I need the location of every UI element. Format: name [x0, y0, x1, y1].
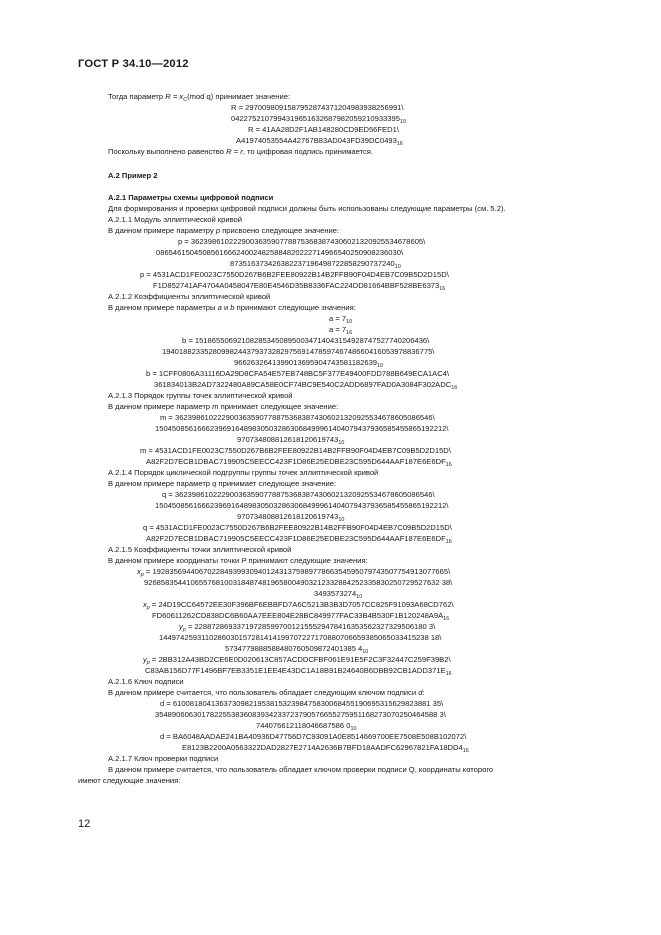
p-decimal-line-1: p = 3623986102229003635907788753683874306021320925534678605\ — [178, 237, 426, 246]
yp-hex-line-1: $y_p$ = 2BB312A43BD2CE6E0D020613C857ACDDCFBF061E91E5F2C3F32447C259F39B2\ — [143, 655, 451, 666]
m-decimal-line-2: 150450856166623969164898305032863068499961404079437936585455865192212\ — [155, 424, 449, 433]
a-hex-line: $a = 7_{16}$ — [329, 325, 353, 336]
paragraph-a21: Для формирования и проверки цифровой подписи должны быть использованы следующие параметры (см. 5.2). — [108, 204, 506, 213]
section-title-a217: А.2.1.7 Ключ проверки подписи — [108, 754, 219, 763]
p-decimal-line-2: 0865461504508561666240024825884820222714966540250908236030\ — [156, 248, 404, 257]
m-decimal-line-3: $970734808812618120619743_{10}$ — [237, 435, 345, 446]
b-decimal-line-1: b = 1518655069210828534508950034714043154928747527740206436\ — [182, 336, 430, 345]
paragraph-a217-line-2: имеют следующие значения: — [78, 776, 181, 785]
r-hex-line-1: R = 41AA28D2F1AB148280CD9ED56FED1\ — [248, 125, 399, 134]
paragraph-a217-line-1: В данном примере считается, что пользователь обладает ключом проверки подписи Q, координаты которого — [108, 765, 494, 774]
a-decimal-line: $a = 7_{10}$ — [329, 314, 353, 325]
d-decimal-line-2: 3548906063017822553836083934233723790576655275951168273070250464588 3\ — [155, 710, 446, 719]
section-title-a213: А.2.1.3 Порядок группы точек эллиптической кривой — [108, 391, 293, 400]
d-decimal-line-1: d = 6100818041363730982195381532398475830068455190695315629823881 35\ — [160, 699, 444, 708]
section-title-a21: А.2.1 Параметры схемы цифровой подписи — [108, 193, 274, 202]
r-decimal-line-2: $0422752107994319651632687982059210933395_{10}$ — [231, 114, 406, 125]
q-hex-line-2: $A82F2D7ECB1DBAC719905C5EECC423F1D86E25EDBE23C595D644AAF187E6E6DF_{16}$ — [146, 534, 452, 545]
d-hex-line-2: $E8123B2200A0563322DAD2827E2714A2636B7BFD18AADFC62967821FA18DD4_{16}$ — [182, 743, 469, 754]
b-decimal-line-2: 1940188233528099824437937328297569147859746748660416053978836775\ — [162, 347, 435, 356]
q-decimal-line-2: 150450856166623969164898305032863068499961404079437936585455865192212\ — [155, 501, 449, 510]
page-number: 12 — [78, 818, 91, 830]
q-hex-line-1: q = 4531ACD1FE0023C7550D267B6B2FEE80922B14B2FFB90F04D4EB7C09B5D2D15D\ — [143, 523, 452, 532]
yp-decimal-line-3: 5734779888588480760509872401385 $4_{10}$ — [225, 644, 369, 655]
paragraph-a213: В данном примере параметр m принимает следующее значение: — [108, 402, 339, 411]
section-title-a216: А.2.1.6 Ключ подписи — [108, 677, 184, 686]
yp-hex-line-2: $C83AB156D77F1496BF7EB3351E1EE4E43DC1A18B91B24640B6DBB92CB1ADD371E_{16}$ — [145, 666, 452, 677]
m-hex-line-1: m = 4531ACD1FE0023C7550D267B6B2FEE80922B14B2FFB90F04D4EB7C09B5D2D15D\ — [140, 446, 451, 455]
d-decimal-line-3: 744076612118046687586 $0_{10}$ — [256, 721, 357, 732]
paragraph-a212: В данном примере параметры a и b принимают следующие значения: — [108, 303, 356, 312]
section-title-a214: А.2.1.4 Порядок циклической подгруппы группы точек эллиптической кривой — [108, 468, 379, 477]
section-title-a211: А.2.1.1 Модуль эллиптической кривой — [108, 215, 243, 224]
yp-decimal-line-2: 1449742593110286030157281414199707227170880706659385065033415238 18\ — [159, 633, 442, 642]
section-title-a215: А.2.1.5 Коэффициенты точки эллиптической кривой — [108, 545, 292, 554]
m-decimal-line-1: m = 3623986102229003635907788753683874306021320925534678605086546\ — [160, 413, 435, 422]
p-hex-line-1: p = 4531ACD1FE0023C7550D267B6B2FEE80922B14B2FFB90F04D4EB7C09B5D2D15D\ — [140, 270, 449, 279]
paragraph-a216: В данном примере считается, что пользователь обладает следующим ключом подписи d: — [108, 688, 425, 697]
section-title-a2: А.2 Пример 2 — [108, 171, 158, 180]
p-decimal-line-3: $873516373426382237196498722858290737240_{10}$ — [230, 259, 401, 270]
paragraph-a211: В данном примере параметру p присвоено следующее значение: — [108, 226, 340, 235]
paragraph-a214: В данном примере параметр q принимает следующее значение: — [108, 479, 337, 488]
b-hex-line-1: b = 1CFF0806A31116DA29D8CFA54E57EB748BC5F377E49400FDD788B649ECA1AC4\ — [146, 369, 450, 378]
q-decimal-line-3: $970734808812618120619743_{10}$ — [237, 512, 345, 523]
d-hex-line-1: d = BA6048AADAE241BA40936D47756D7C93091A0E8514669700EE7508E508B102072\ — [160, 732, 467, 741]
paragraph-a215: В данном примере координаты точки P принимают следующие значения: — [108, 556, 368, 565]
xp-decimal-line-2: 9268583544106557681003184874819658004903212332884252335830250729527632 38\ — [144, 578, 453, 587]
section-title-a212: А.2.1.2 Коэффициенты эллиптической кривой — [108, 292, 271, 301]
m-hex-line-2: $A82F2D7ECB1DBAC719905C5EECC423F1D86E25EDBE23C595D644AAF187E6E6DF_{16}$ — [146, 457, 452, 468]
xp-decimal-line-3: $3493573274_{10}$ — [314, 589, 363, 600]
xp-hex-line-1: $x_p$ = 24D19CC64572EE30F396BF6EBBFD7A6C5213B3B3D7057CC825F91093A68CD762\ — [143, 600, 454, 611]
r-hex-line-2: $A41974053554A42767B83AD043FD39DC0493_{16}$ — [236, 136, 403, 147]
q-decimal-line-1: q = 3623986102229003635907788753683874306021320925534678605086546\ — [162, 490, 435, 499]
p-hex-line-2: $F1D852741AF4704A0458047E80E4546D35B8336FAC224DD81664BBF528BE6373_{16}$ — [153, 281, 446, 292]
b-decimal-line-3: $9662632641399013695904743581182639_{10}$ — [234, 358, 384, 369]
b-hex-line-2: $361834013B2AD7322480A89CA58E0CF74BC9E540C2ADD6897FAD0A3084F302ADC_{16}$ — [154, 380, 458, 391]
yp-decimal-line-1: $y_p = 2288728693371972859970012155529478416353562327329506180$ 3\ — [179, 622, 436, 633]
r-decimal-line-1: R = 2970098091587952874371204983938256991\ — [231, 103, 404, 112]
conclusion-line: Поскольку выполнено равенство R = r, то цифровая подпись принимается. — [108, 147, 374, 156]
xp-hex-line-2: $FD60611262CD838DC6B60AA7EEE804E28BC849977FAC33B4B530F1B120248A9A_{16}$ — [152, 611, 450, 622]
intro-line: Тогда параметр $R = x_C(mod$ q) принимает значение: — [108, 92, 291, 103]
page-header: ГОСТ Р 34.10—2012 — [78, 58, 189, 70]
xp-decimal-line-1: $x_p$ = 1928356944067022849399309401243137598977866354595079743507754913077665\ — [137, 567, 451, 578]
